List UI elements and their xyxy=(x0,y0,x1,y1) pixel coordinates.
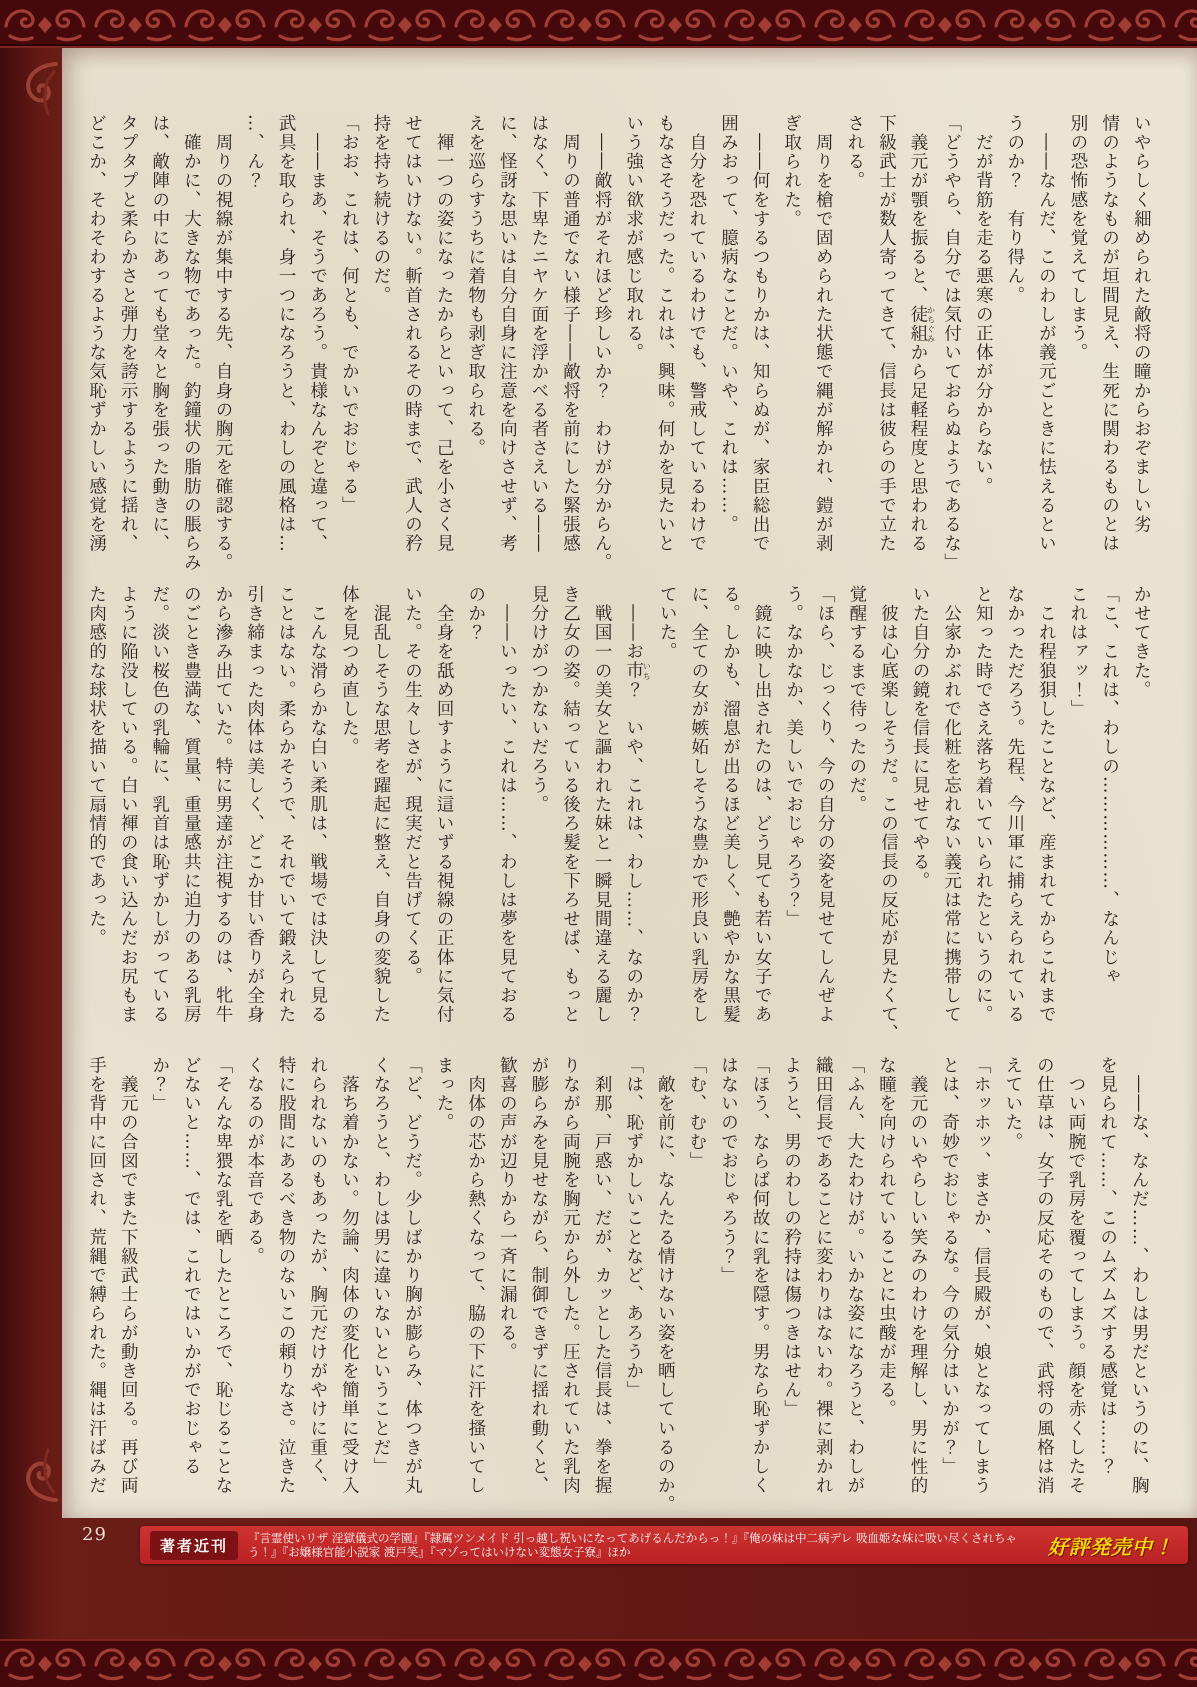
text-column: 褌一つの姿になったからといって、己を小さく見 xyxy=(434,114,455,554)
text-column: えていた。 xyxy=(1002,1056,1023,1152)
text-column: 「ほら、じっくり、今の自分の姿を見せてしんぜよ xyxy=(815,585,836,1025)
text-column: 全身を舐め回すように這いずる視線の正体に気付 xyxy=(434,585,455,1025)
text-column: 周りを槍で固められた状態で縄が解かれ、鎧が剥 xyxy=(813,114,834,554)
text-column: くなるのが本音である。 xyxy=(244,1056,265,1267)
text-column: は、敵陣の中にあっても堂々と胸を張った動きに、 xyxy=(149,114,170,554)
text-column: う。なかなか、美しいでおじゃろう？」 xyxy=(783,585,804,929)
text-column: 「こ、これは、わしの………………、なんじゃ xyxy=(1099,585,1120,987)
text-column: 織田信長であることに変わりはないわ。裸に剥かれ xyxy=(813,1056,834,1496)
text-column: はなく、下卑たニヤケ面を浮かべる者さえいる―― xyxy=(528,114,549,554)
text-band-top xyxy=(80,114,1156,574)
text-column: 別の恐怖感を覚えてしまう。 xyxy=(1068,114,1088,363)
text-column: うのか？ 有り得ん。 xyxy=(1004,114,1025,305)
text-column: の仕草は、女子の反応そのもので、武将の風格は消 xyxy=(1034,1056,1055,1496)
text-column: 「は、恥ずかしいことなど、あろうか」 xyxy=(623,1056,644,1400)
text-column: 「ど、どうだ。少しばかり胸が膨らみ、体つきが丸 xyxy=(402,1056,423,1496)
text-column: いた。その生々しさが、現実だと告げてくる。 xyxy=(402,585,423,987)
text-column: と知った時でさえ落ち着いていられたというのに。 xyxy=(973,585,994,1025)
text-column: 義元の合図でまた下級武士らが動き回る。再び両 xyxy=(118,1056,139,1496)
text-column: ――敵将がそれほど珍しいか？ わけが分からん。 xyxy=(592,114,613,573)
text-column: 確かに、大きな物であった。釣鐘状の脂肪の脹らみ xyxy=(181,114,202,573)
text-column: いやらしく細められた敵将の瞳からおぞましい劣 xyxy=(1131,114,1152,535)
text-column: れられないのもあったが、胸元だけがやけに重く、 xyxy=(307,1056,328,1496)
text-column: 歓喜の声が辺りから一斉に漏れる。 xyxy=(497,1056,518,1362)
text-column: なかっただろう。先程、今川軍に捕らえられている xyxy=(1004,585,1025,1025)
publisher-footer-bar xyxy=(140,1526,1188,1564)
text-column: 鏡に映し出されたのは、どう見ても若い女子であ xyxy=(752,585,773,1025)
text-column: どこか、そわそわするような気恥ずかしい感覚を湧 xyxy=(86,114,107,554)
text-column: せてはいけない。斬首されるその時まで、武人の矜 xyxy=(402,114,423,554)
text-column: 「ホッホッ、まさか、信長殿が、娘となってしまう xyxy=(971,1056,992,1496)
author-recent-works-label: 著者近刊 xyxy=(150,1531,238,1560)
text-column: 自分を恐れているわけでも、警戒しているわけで xyxy=(686,114,707,554)
text-column: 落ち着かない。勿論、肉体の変化を簡単に受け入 xyxy=(339,1056,360,1496)
text-column: ――なんだ、このわしが義元ごときに怯えるとい xyxy=(1036,114,1057,554)
text-column: る。しかも、溜息が出るほど美しく、艶やかな黒髪 xyxy=(720,585,741,1025)
text-column: とは、奇妙でおじゃるな。今の気分はいかが？」 xyxy=(939,1056,960,1477)
text-column: りながら両腕を胸元から外した。圧されていた乳肉 xyxy=(560,1056,581,1496)
text-column: 「む、むむ」 xyxy=(686,1056,707,1171)
text-column: だが背筋を走る悪寒の正体が分からない。 xyxy=(973,114,994,496)
text-column: 義元が顎を振ると、徒組かちぐみから足軽程度と思われる xyxy=(908,114,936,554)
text-column: 肉体の芯から熱くなって、脇の下に汗を搔いてし xyxy=(465,1056,486,1496)
page-number: 29 xyxy=(82,1524,107,1545)
text-column: のごとき豊満な、質量、重量感共に迫力のある乳房 xyxy=(181,585,202,1025)
text-column: 戦国一の美女と謳われた妹と一瞬見間違える麗し xyxy=(592,585,613,1025)
text-column: 「おお、これは、何とも、でかいでおじゃる」 xyxy=(339,114,360,516)
text-column: ぎ取られた。 xyxy=(781,114,802,229)
text-band-middle xyxy=(80,585,1156,1045)
text-column: ――な、なんだ……、わしは男だというのに、胸 xyxy=(1129,1056,1150,1496)
on-sale-badge: 好評発売中！ xyxy=(1048,1534,1174,1559)
text-band-bottom xyxy=(80,1056,1154,1516)
text-column: くなろうと、わしは男に違いないということだ」 xyxy=(370,1056,391,1477)
text-column: 周りの視線が集中する先、自身の胸元を確認する。 xyxy=(212,114,233,573)
text-column: に、全ての女が嫉妬しそうな豊かで形良い乳房をし xyxy=(688,585,709,1025)
text-column: ――お市いち？ いや、これは、わし……、なのか？ xyxy=(623,585,652,1025)
text-column: どないと……、では、これではいかがでおじゃる xyxy=(181,1056,202,1477)
book-titles-list: 『言霊使いリザ 淫獄儀式の学園』『隷属ツンメイド 引っ越し祝いになってあげるんだからっ！』『俺の妹は中二病デレ 吸血姫な妹に吸い尽くされちゃう！』『お嬢様官能小説家 渡戸笑』『マゾってはいけない変態女子寮』ほか xyxy=(248,1530,1017,1559)
text-column: のか？ xyxy=(465,585,486,643)
text-column: ようと、男のわしの矜持は傷つきはせん」 xyxy=(781,1056,802,1419)
text-column: 下級武士が数人寄ってきて、信長は彼らの手で立た xyxy=(876,114,897,554)
text-column: 「ふん、大たわけが。いかな姿になろうと、わしが xyxy=(844,1056,865,1496)
text-column: これ程狼狽したことなど、産まれてからこれまで xyxy=(1036,585,1057,1025)
text-column: ていた。 xyxy=(657,585,678,662)
text-column: が膨らみを見せながら、制御できずに揺れ動くと、 xyxy=(528,1056,549,1496)
text-column: 囲みおって、臆病なことだ。いや、これは……。 xyxy=(718,114,739,535)
text-column: 「どうやら、自分では気付いておらぬようであるな」 xyxy=(941,114,962,573)
text-column: いう強い欲求が感じ取れる。 xyxy=(623,114,644,363)
text-column: 義元のいやらしい笑みのわけを理解し、男に性的 xyxy=(908,1056,929,1496)
text-column: 情のようなものが垣間見え、生死に関わるものとは xyxy=(1099,114,1120,554)
text-column: 覚醒するまで待ったのだ。 xyxy=(846,585,867,815)
text-column: 持を持ち続けるのだ。 xyxy=(370,114,391,305)
text-column: はないのでおじゃろう？」 xyxy=(718,1056,739,1286)
text-column: 体を見つめ直した。 xyxy=(339,585,360,757)
text-column: だ。淡い桜色の乳輪に、乳首は恥ずかしがっている xyxy=(149,585,170,1025)
text-column: これはァッ！」 xyxy=(1068,585,1088,719)
text-column: タプタプと柔らかさと弾力を誇示するように揺れ、 xyxy=(118,114,139,554)
ornament-border-top xyxy=(0,0,1197,48)
text-column: き乙女の姿。結っている後ろ髪を下ろせば、もっと xyxy=(560,585,581,1025)
text-column: か？」 xyxy=(149,1056,170,1114)
text-column: 手を背中に回され、荒縄で縛られた。縄は汗ばみだ xyxy=(86,1056,107,1496)
text-column: から滲み出ていた。特に男達が注視するのは、牝牛 xyxy=(212,585,233,1025)
paper-area xyxy=(62,48,1197,1518)
text-column: まった。 xyxy=(434,1056,455,1133)
text-column: ――いったい、これは……、わしは夢を見ておる xyxy=(497,585,518,1025)
text-column: つい両腕で乳房を覆ってしまう。顔を赤くしたそ xyxy=(1066,1056,1086,1496)
text-column: えを巡らすうちに着物も剥ぎ取られる。 xyxy=(465,114,486,458)
text-column: 敵を前に、なんたる情けない姿を晒しているのか。 xyxy=(655,1056,676,1515)
text-column: 公家かぶれで化粧を忘れない義元は常に携帯して xyxy=(941,585,962,1025)
text-column: に、怪訝な思いは自分自身に注意を向けさせず、考 xyxy=(497,114,518,554)
text-column: 「そんな卑猥な乳を晒したところで、恥じることな xyxy=(212,1056,233,1496)
text-column: もなさそうだった。これは、興味。何かを見たいと xyxy=(655,114,676,554)
text-column: こんな滑らかな白い柔肌は、戦場では決して見る xyxy=(307,585,328,1025)
text-column: 引き締まった肉体は美しく、どこか甘い香りが全身 xyxy=(244,585,265,1025)
text-column: ――まあ、そうであろう。貴様なんぞと違って、 xyxy=(307,114,328,554)
corner-flourish-icon xyxy=(14,58,60,122)
text-column: いた自分の鏡を信長に見せてやる。 xyxy=(910,585,931,891)
text-column: ことはない。柔らかそうで、それでいて鍛えられた xyxy=(276,585,297,1025)
text-column: 彼は心底楽しそうだ。この信長の反応が見たくて、 xyxy=(878,585,899,1044)
text-column: ように陥没している。白い褌の食い込んだお尻もま xyxy=(118,585,139,1025)
text-column: 混乱しそうな思考を躍起に整え、自身の変貌した xyxy=(370,585,391,1025)
text-column: 武具を取られ、身一つになろうと、わしの風格は… xyxy=(276,114,297,554)
corner-flourish-icon xyxy=(14,1442,60,1506)
text-column: 「ほう、ならば何故に乳を隠す。男なら恥ずかしく xyxy=(750,1056,771,1496)
text-column: ――何をするつもりかは、知らぬが、家臣総出で xyxy=(750,114,771,554)
text-column: 刹那、戸惑い、だが、カッとした信長は、拳を握 xyxy=(592,1056,613,1496)
ornament-border-bottom xyxy=(0,1639,1197,1687)
text-column: かせてきた。 xyxy=(1131,585,1152,700)
text-column: される。 xyxy=(844,114,865,191)
text-column: な瞳を向けられていることに虫酸が走る。 xyxy=(876,1056,897,1419)
text-column: 特に股間にあるべき物のないこの頼りなさ。泣きた xyxy=(276,1056,297,1496)
text-column: を見られて……、このムズムズする感覚は……？ xyxy=(1097,1056,1118,1477)
text-column: 周りの普通でない様子――敵将を前にした緊張感 xyxy=(560,114,581,554)
text-column: …、ん？ xyxy=(244,114,265,191)
text-column: 見分けがつかないだろう。 xyxy=(528,585,549,815)
text-column: た肉感的な球状を描いて扇情的であった。 xyxy=(86,585,107,948)
